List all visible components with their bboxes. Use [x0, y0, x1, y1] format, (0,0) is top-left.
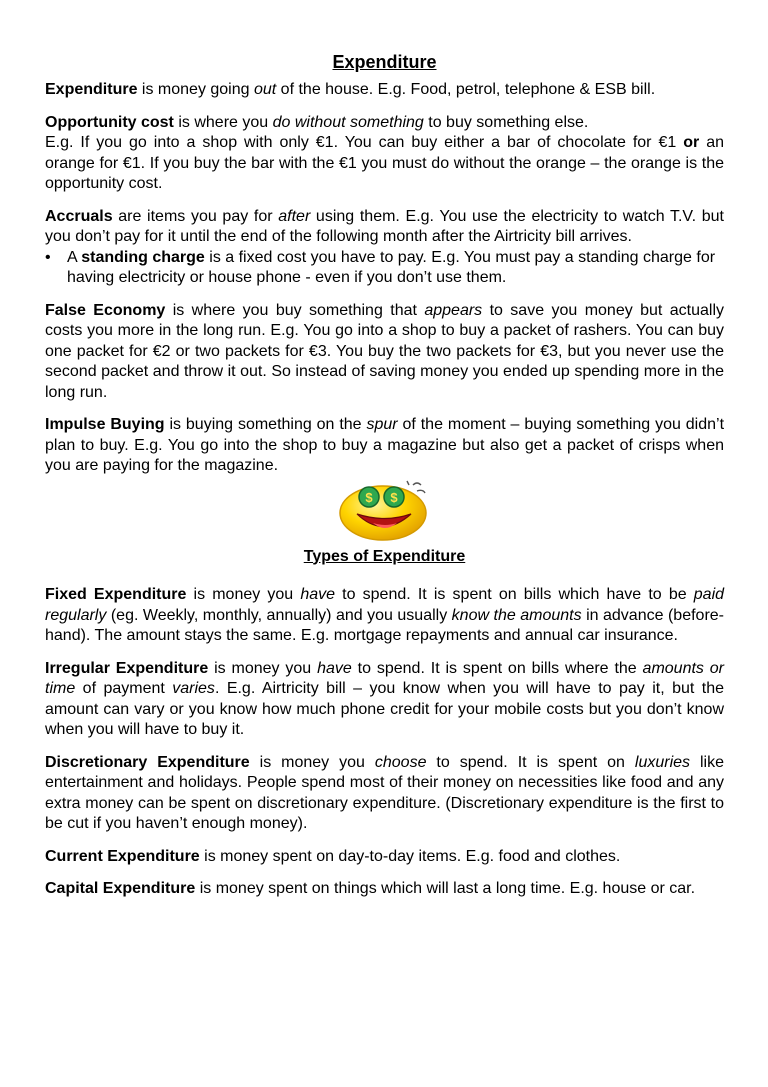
- paragraph-fixed-expenditure: Fixed Expenditure is money you have to spend. It is spent on bills which have to be paid regularly (eg. Weekly, monthly, annually) and you usually know the amounts in advance (before-hand). The amount stays the same. E.g. mortgage repayments and annual car insurance.: [45, 586, 725, 644]
- term: Impulse Buying: [45, 416, 165, 433]
- term: Expenditure: [45, 81, 138, 98]
- section-title: Types of Expenditure: [303, 547, 466, 565]
- paragraph-discretionary-expenditure: Discretionary Expenditure is money you choose to spend. It is spent on luxuries like entertainment and holidays. People spend most of their money on necessities like food and any extra money can be spent on discretionary expenditure. (Discretionary expenditure is the first to be cut if you haven’t enough money).: [45, 753, 725, 832]
- term: False Economy: [45, 301, 166, 319]
- term: Capital Expenditure: [45, 880, 196, 897]
- svg-text:$: $: [389, 489, 398, 505]
- paragraph-expenditure: Expenditure is money going out of the house. E.g. Food, petrol, telephone & ESB bill.: [45, 81, 656, 98]
- term: Opportunity cost: [45, 113, 174, 131]
- document-page: [45, 50, 724, 912]
- paragraph-irregular-expenditure: Irregular Expenditure is money you have to spend. It is spent on bills where the amounts or time of payment varies. E.g. Airtricity bill – you know when you will have to pay it, but the amount can vary or you know how much phone credit for your mobile costs but you don’t know when you will have to buy it.: [45, 659, 725, 738]
- money-eyes-smiley-icon: [333, 479, 437, 541]
- paragraph-impulse-buying: Impulse Buying is buying something on the spur of the moment – buying something you didn’t plan to buy. E.g. You go into the shop to buy a magazine but also get a packet of crisps when you are paying for the magazine.: [45, 416, 725, 474]
- paragraph-current-expenditure: Current Expenditure is money spent on day-to-day items. E.g. food and clothes.: [45, 847, 621, 865]
- bullet-standing-charge: • A standing charge is a fixed cost you have to pay. E.g. You must pay a standing charge for having electricity or house phone - even if you don’t use them.: [45, 248, 724, 289]
- page-title: Expenditure: [332, 52, 437, 72]
- paragraph-false-economy: False Economy is where you buy something that appears to save you money but actually costs you more in the long run. E.g. You go into a shop to buy a packet of rashers. You can buy one packet for €2 or two packets for €3. You buy the two packets for €3, but you never use the second packet and throw it out. So instead of saving money you ended up spending more in the long run.: [45, 301, 725, 401]
- term: Fixed Expenditure: [45, 586, 187, 603]
- term: Irregular Expenditure: [45, 659, 209, 677]
- term: Current Expenditure: [45, 847, 200, 865]
- paragraph-opportunity-cost: Opportunity cost is where you do without something to buy something else. E.g. If you go into a shop with only €1. You can buy either a bar of chocolate for €1 or an orange for €1. If you buy the bar with the €1 you must do without the orange – the orange is the opportunity cost.: [45, 113, 724, 192]
- paragraph-accruals: Accruals are items you pay for after using them. E.g. You use the electricity to watch T.V. but you don’t pay for it until the end of the following month after the Airtricity bill arrives.: [45, 207, 724, 245]
- term: Accruals: [45, 207, 113, 225]
- bullet-dot: •: [45, 248, 51, 266]
- smiley-wrap: [45, 479, 724, 541]
- paragraph-capital-expenditure: Capital Expenditure is money spent on things which will last a long time. E.g. house or car.: [45, 880, 696, 897]
- term: Discretionary Expenditure: [45, 753, 250, 771]
- svg-text:$: $: [364, 489, 373, 505]
